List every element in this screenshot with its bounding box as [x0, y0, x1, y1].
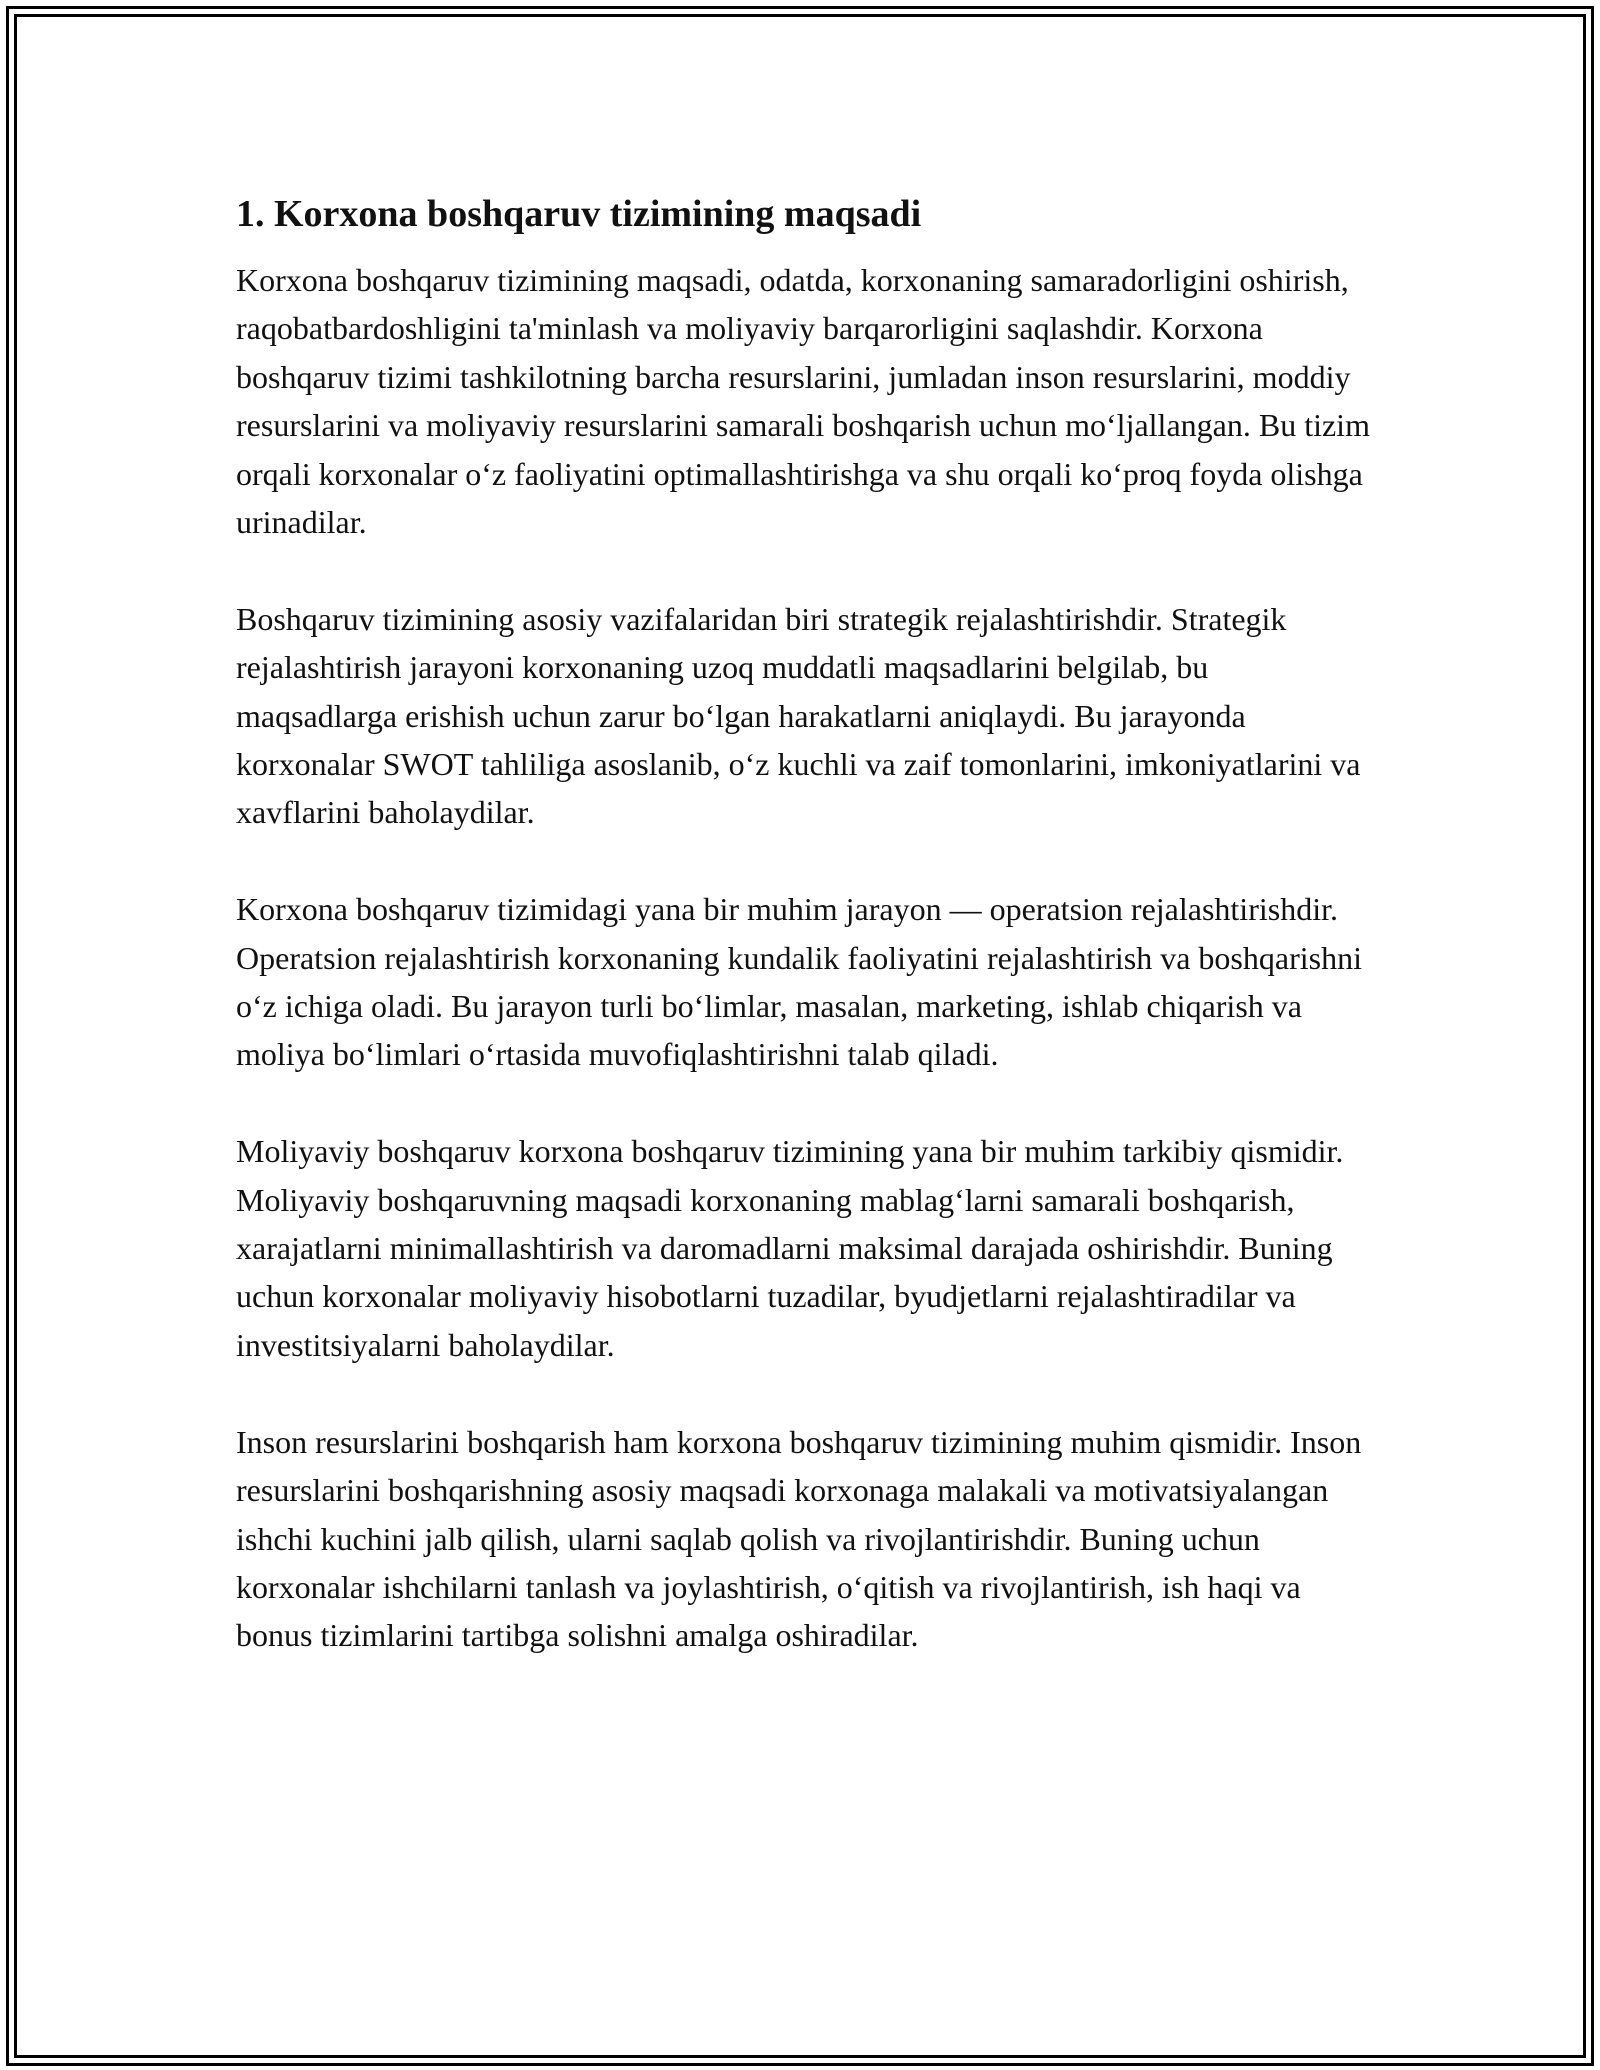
document-body — [236, 186, 1371, 1660]
paragraph-purpose: Korxona boshqaruv tizimining maqsadi, odatda, korxonaning samaradorligini oshirish, raqobatbardoshligini ta'minlash va moliyaviy barqarorligini saqlashdir. Korxona boshqaruv tizimi tashkilotning barcha resurslarini, jumladan inson resurslarini, moddiy resurslarini va moliyaviy resurslarini samarali boshqarish uchun mo‘ljallangan. Bu tizim orqali korxonalar o‘z faoliyatini optimallashtirishga va shu orqali ko‘proq foyda olishga urinadilar. — [236, 262, 1370, 541]
paragraph-human-resources: Inson resurslarini boshqarish ham korxona boshqaruv tizimining muhim qismidir. Inson resurslarini boshqarishning asosiy maqsadi korxonaga malakali va motivatsiyalangan ishchi kuchini jalb qilish, ularni saqlab qolish va rivojlantirishdir. Buning uchun korxonalar ishchilarni tanlash va joylashtirish, o‘qitish va rivojlantirish, ish haqi va bonus tizimlarini tartibga solishni amalga oshiradilar. — [236, 1423, 1362, 1654]
paragraph-operational-planning: Korxona boshqaruv tizimidagi yana bir muhim jarayon — operatsion rejalashtirishdir. Operatsion rejalashtirish korxonaning kundalik faoliyatini rejalashtirish va boshqarishni o‘z ichiga oladi. Bu jarayon turli bo‘limlar, masalan, marketing, ishlab chiqarish va moliya bo‘limlari o‘rtasida muvofiqlashtirishni talab qiladi. — [236, 891, 1362, 1073]
section-heading: 1. Korxona boshqaruv tizimining maqsadi — [236, 193, 922, 235]
paragraph-strategic-planning: Boshqaruv tizimining asosiy vazifalaridan biri strategik rejalashtirishdir. Strategik rejalashtirish jarayoni korxonaning uzoq muddatli maqsadlarini belgilab, bu maqsadlarga erishish uchun zarur bo‘lgan harakatlarni aniqlaydi. Bu jarayonda korxonalar SWOT tahliliga asoslanib, o‘z kuchli va zaif tomonlarini, imkoniyatlarini va xavflarini baholaydilar. — [236, 600, 1361, 831]
paragraph-financial-management: Moliyaviy boshqaruv korxona boshqaruv tizimining yana bir muhim tarkibiy qismidir. Moliyaviy boshqaruvning maqsadi korxonaning mablag‘larni samarali boshqarish, xarajatlarni minimallashtirish va daromadlarni maksimal darajada oshirishdir. Buning uchun korxonalar moliyaviy hisobotlarni tuzadilar, byudjetlarni rejalashtiradilar va investitsiyalarni baholaydilar. — [236, 1133, 1344, 1363]
